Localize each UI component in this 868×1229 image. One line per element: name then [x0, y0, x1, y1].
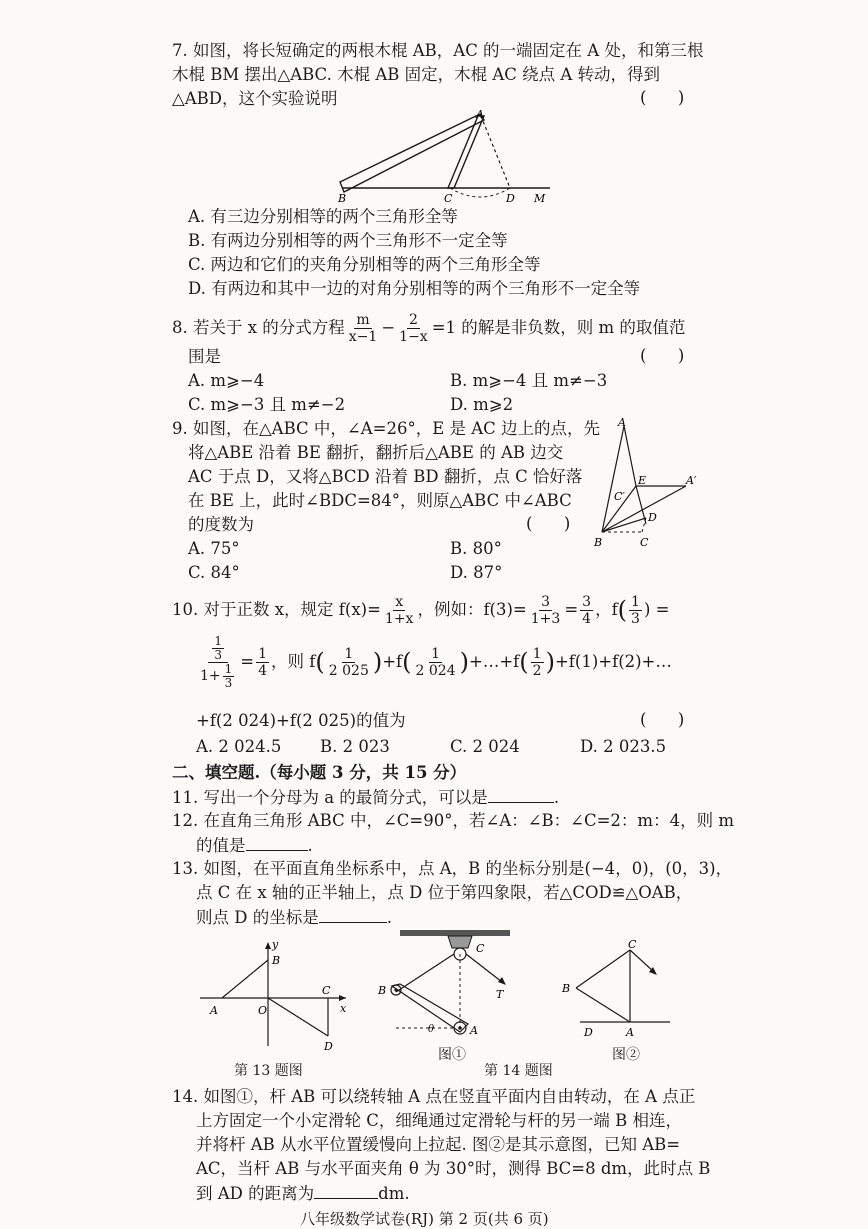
q14-line4: AC，当杆 AB 与水平面夹角 θ 为 30°时，测得 BC=8 dm，此时点 B [196, 1159, 711, 1178]
q10-f2024-num: 1 [431, 645, 441, 662]
q10-ex1-num: 3 [541, 593, 550, 610]
q14-line2: 上方固定一个小定滑轮 C，细绳通过定滑轮与杆的另一端 B 相连， [196, 1111, 682, 1130]
q9-option-c: C. 84° [188, 563, 240, 582]
q8-fraction-2 [397, 312, 430, 345]
q9-line3: AC 于点 D，又将△BCD 沿着 BD 翻折，点 C 恰好落 [188, 467, 583, 486]
q10-compound-fraction [198, 635, 238, 690]
q10-def-num: x [395, 593, 404, 610]
q12-line2 [196, 834, 313, 857]
q14-f1-label-B: B [378, 984, 387, 997]
q14-text: 到 AD 的距离为 [196, 1184, 315, 1203]
q10-paren-open-1: ( [315, 648, 325, 676]
q10-third-num: 1 [631, 593, 640, 610]
q8-frac2-den: 1−x [399, 328, 428, 345]
q10-answer-paren: ( ) [640, 710, 685, 729]
page-footer: 八年级数学试卷(RJ) 第 2 页(共 6 页) [300, 1210, 549, 1228]
q10-inner-third [212, 635, 224, 662]
q10-compound-den-prefix: 1+ [200, 668, 221, 684]
q7-label-M: M [534, 192, 546, 205]
q14-end: dm. [378, 1184, 410, 1203]
q10-ex1-result [580, 594, 593, 627]
q14-f2-label-A: A [626, 1026, 634, 1039]
q8-minus: − [381, 318, 396, 337]
q7-label-D: D [506, 192, 515, 205]
q10-third-fraction [629, 594, 642, 627]
q12-end: . [307, 836, 313, 855]
q13-end: . [386, 908, 392, 927]
q14-figure-2 [558, 938, 678, 1042]
q14-f2-label-C: C [628, 938, 637, 951]
q10-eq2: ) = [643, 600, 670, 619]
q11-answer-blank[interactable] [488, 786, 554, 803]
q10-f2025-num: 1 [344, 645, 354, 662]
q10-paren-close-3: ) [545, 648, 555, 676]
q13-caption: 第 13 题图 [234, 1063, 303, 1079]
q10-f-2024 [414, 646, 458, 679]
q10-quarter-den: 4 [258, 662, 268, 679]
q10-line1 [172, 590, 669, 630]
q10-quarter [256, 646, 269, 679]
q10-third-den: 3 [631, 610, 640, 627]
q13-label-D: D [324, 1040, 333, 1053]
q8-frac2-num: 2 [408, 311, 418, 328]
q10-option-d: D. 2 023.5 [580, 737, 667, 756]
q7-option-c: C. 两边和它们的夹角分别相等的两个三角形全等 [188, 255, 541, 274]
q10-compound-den-third [223, 663, 235, 690]
q7-label-B: B [338, 192, 347, 205]
q14-fig2-caption: 图② [612, 1047, 640, 1063]
q13-label-y: y [272, 938, 279, 951]
q13-answer-blank[interactable] [319, 906, 387, 923]
q10-compound-den [198, 663, 238, 690]
q13-label-C: C [322, 984, 331, 997]
q13-line2: 点 C 在 x 轴的正半轴上，点 D 位于第四象限，若△COD≌△OAB， [196, 883, 693, 902]
q7-line1: 7. 如图，将长短确定的两根木棍 AB，AC 的一端固定在 A 处，和第三根 [172, 41, 704, 60]
q9-label-C: C [640, 536, 649, 549]
q8-prefix: 8. 若关于 x 的分式方程 [172, 318, 345, 337]
q10-plus-f: +f [382, 652, 403, 671]
q8-frac1-den: x−1 [348, 328, 378, 345]
q11-text: 11. 写出一个分母为 a 的最简分式，可以是 [172, 788, 488, 807]
q7-figure [330, 110, 560, 205]
q10-f-half [531, 646, 544, 679]
q9-answer-paren: ( ) [526, 514, 571, 533]
q13-figure [196, 936, 356, 1056]
q10-inner-den: 3 [214, 647, 222, 662]
q10-option-c: C. 2 024 [450, 737, 520, 756]
q7-label-C: C [444, 192, 453, 205]
q10-half-den: 2 [532, 662, 542, 679]
q10-f2024-den: 2 024 [415, 662, 456, 679]
q10-lparen: ( [617, 596, 628, 624]
q9-line5: 的度数为 [188, 515, 254, 534]
q14-line5 [196, 1182, 410, 1205]
q9-label-A: A [618, 416, 626, 429]
q14-figure-1 [372, 928, 532, 1048]
q9-label-A-prime: A′ [686, 474, 697, 487]
q10-line2-eq: = [240, 652, 255, 671]
q12-line1: 12. 在直角三角形 ABC 中，∠C=90°，若∠A：∠B：∠C=2：m：4，则 m [172, 811, 734, 830]
q14-answer-blank[interactable] [314, 1182, 378, 1199]
q13-line3 [196, 906, 392, 929]
q9-label-D: D [648, 511, 657, 524]
q10-compound-num [208, 635, 228, 663]
q14-line3: 并将杆 AB 从水平位置缓慢向上拉起. 图②是其示意图，已知 AB= [196, 1135, 681, 1154]
q8-fraction-1 [347, 312, 380, 345]
q7-line2: 木棍 BM 摆出△ABC. 木棍 AB 固定，木棍 AC 绕点 A 转动，得到 [172, 65, 661, 84]
q9-line4: 在 BE 上，此时∠BDC=84°，则原△ABC 中∠ABC [188, 491, 572, 510]
q10-line2-mid: ，则 f [271, 652, 316, 671]
q10-line3: +f(2 024)+f(2 025)的值为 [196, 711, 406, 730]
q13-label-B: B [272, 954, 281, 967]
q10-ex1-res-num: 3 [582, 593, 592, 610]
q8-line1 [172, 308, 685, 348]
q10-line2-tail: +f(1)+f(2)+… [554, 652, 672, 671]
q10-example1: ，例如：f(3)= [417, 600, 527, 619]
q10-option-b: B. 2 023 [320, 737, 390, 756]
q10-half-num: 1 [532, 645, 542, 662]
q9-option-b: B. 80° [450, 539, 502, 558]
q10-def-den: 1+x [384, 610, 414, 627]
q9-option-d: D. 87° [450, 563, 503, 582]
q14-f1-label-theta: θ [428, 1024, 435, 1035]
q8-line2: 围是 [188, 347, 221, 366]
q13-label-O: O [258, 1004, 268, 1017]
q10-line2 [196, 634, 672, 690]
q10-ex1-res-den: 4 [582, 610, 592, 627]
q8-frac1-num: m [356, 311, 370, 328]
q10-eq: = [564, 600, 579, 619]
q8-option-d: D. m⩾2 [450, 395, 514, 414]
q7-option-d: D. 有两边和其中一边的对角分别相等的两个三角形不一定全等 [188, 279, 641, 298]
q13-text: 则点 D 的坐标是 [196, 908, 319, 927]
q11-end: . [553, 788, 560, 807]
q12-text: 的值是 [196, 836, 246, 855]
q10-prefix: 10. 对于正数 x，规定 f(x)= [172, 600, 381, 619]
q9-label-B: B [594, 536, 603, 549]
q7-answer-paren: ( ) [640, 88, 685, 107]
q8-option-c: C. m⩾−3 且 m≠−2 [188, 395, 346, 414]
q10-quarter-num: 1 [258, 645, 268, 662]
q9-figure [588, 414, 706, 550]
q10-dots: +…+f [469, 652, 520, 671]
q7-line3: △ABD，这个实验说明 [172, 89, 338, 108]
q8-answer-paren: ( ) [640, 346, 685, 365]
q9-line1: 9. 如图，在△ABC 中，∠A=26°，E 是 AC 边上的点，先 [172, 419, 601, 438]
q10-ex1-fraction [529, 594, 563, 627]
q7-label-A: A [476, 110, 484, 121]
q10-cd-num: 1 [224, 661, 233, 676]
q10-ex1-den: 1+3 [530, 610, 561, 627]
q14-line1: 14. 如图①，杆 AB 可以绕转轴 A 点在竖直平面内自由转动，在 A 点正 [172, 1087, 696, 1106]
q9-line2: 将△ABE 沿着 BE 翻折，翻折后△ABE 的 AB 边交 [188, 443, 564, 462]
q14-f1-label-T: T [496, 988, 504, 1001]
q14-f1-label-A: A [470, 1024, 478, 1037]
q12-answer-blank[interactable] [246, 834, 308, 851]
q9-label-C-prime: C′ [614, 490, 625, 503]
q14-f2-label-D: D [584, 1026, 593, 1039]
q9-label-E: E [638, 474, 647, 487]
q7-option-b: B. 有两边分别相等的两个三角形不一定全等 [188, 231, 508, 250]
q8-option-b: B. m⩾−4 且 m≠−3 [450, 371, 608, 390]
q10-def-fraction [383, 594, 416, 627]
q10-paren-close-1: ) [372, 648, 383, 676]
q14-fig1-caption: 图① [438, 1047, 466, 1063]
q13-label-A: A [210, 1004, 218, 1017]
q13-line1: 13. 如图，在平面直角坐标系中，点 A，B 的坐标分别是(−4，0)，(0，3)， [172, 859, 733, 878]
q11-line [172, 786, 559, 809]
q8-option-a: A. m⩾−4 [188, 371, 265, 390]
q14-f1-label-C: C [476, 942, 485, 955]
q13-label-x: x [340, 1002, 347, 1015]
q7-option-a: A. 有三边分别相等的两个三角形全等 [188, 207, 458, 226]
q10-example2: ，f [595, 600, 618, 619]
q9-option-a: A. 75° [188, 539, 240, 558]
q10-paren-open-2: ( [402, 648, 412, 676]
q8-suffix: =1 的解是非负数，则 m 的取值范 [431, 318, 686, 337]
q14-f2-label-B: B [562, 982, 571, 995]
q10-f-2025 [327, 646, 371, 679]
q10-inner-num: 1 [214, 633, 222, 648]
q10-option-a: A. 2 024.5 [196, 737, 282, 756]
section-fill-in-heading: 二、填空题.（每小题 3 分，共 15 分） [172, 763, 467, 782]
q14-caption: 第 14 题图 [484, 1063, 553, 1079]
q10-cd-den: 3 [224, 675, 233, 690]
q10-f2025-den: 2 025 [328, 662, 369, 679]
q10-paren-open-3: ( [519, 648, 529, 676]
q10-paren-close-2: ) [459, 648, 470, 676]
